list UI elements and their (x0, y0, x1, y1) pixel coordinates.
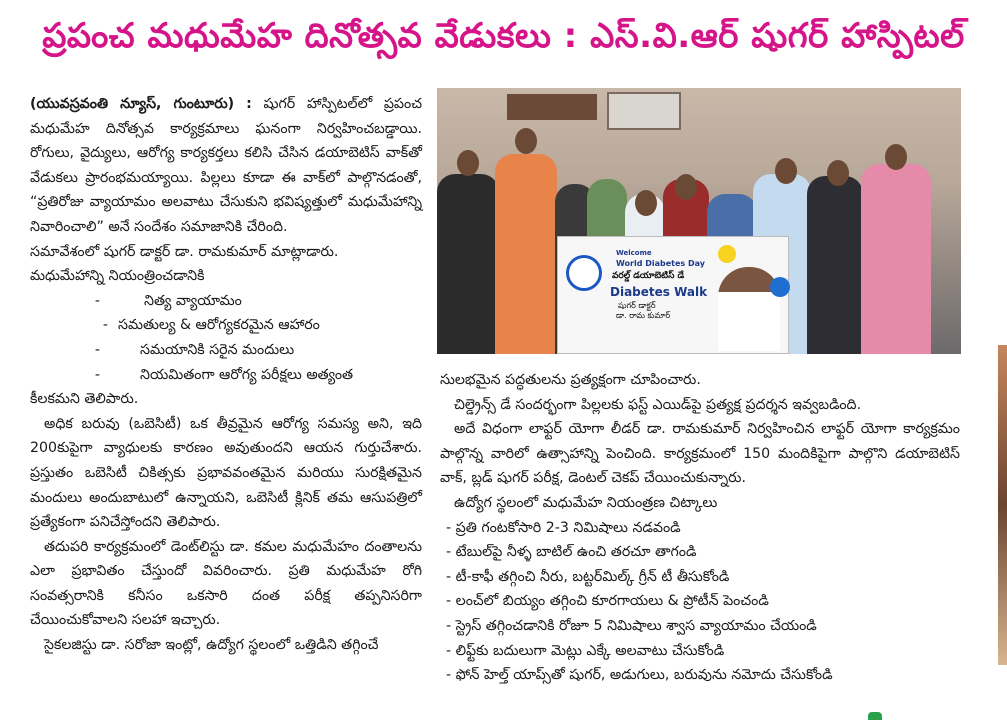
event-photo (437, 88, 961, 354)
list-item: - సమయానికి సరైన మందులు (94, 341, 295, 358)
bottom-mark (868, 712, 882, 720)
psychology-paragraph: సైకలజిస్టు డా. సరోజా ఇంట్లో, ఉద్యోగ స్థలంలో ఒత్తిడిని తగ్గించే (44, 637, 379, 654)
banner-line3: షుగర్ డాక్టర్ (618, 301, 656, 310)
window (607, 92, 681, 130)
wall-board (507, 94, 597, 120)
dental-paragraph: తదుపరి కార్యక్రమంలో డెంట్‌లిస్టు డా. కమల మధుమేహం దంతాలను ఎలా ప్రభావితం చేస్తుందో వివరించారు. ప్రతి మధుమేహ రోగి సంవత్సరానికి కనీసం ఒకసారి దంత పరీక్ష తప్పనిసరిగా చేయించుకోవాలని సలహా ఇచ్చారు. (30, 538, 422, 629)
tip-item: - స్ట్రెస్ తగ్గించడానికి రోజూ 5 నిమిషాలు శ్వాస వ్యాయామం చేయండి (446, 617, 817, 634)
banner-walk-title: Diabetes Walk (610, 285, 708, 299)
list-item: - నిత్య వ్యాయామం (94, 292, 242, 309)
tip-item: - లంచ్‌లో బియ్యం తగ్గించి కూరగాయలు & ప్రోటీన్ పెంచండి (446, 593, 769, 610)
methods-line: సులభమైన పద్ధతులను ప్రత్యక్షంగా చూపించారు. (440, 372, 701, 388)
tip-item: - ప్రతి గంటకోసారి 2-3 నిమిషాలు నడవండి (446, 519, 681, 536)
badge-icon (770, 277, 790, 297)
banner-line4: డా. రామ కుమార్ (616, 311, 671, 320)
tip-item: - టీ-కాఫీ తగ్గించి నీరు, బట్టర్‌మిల్క్ గ్రీన్ టీ తీసుకోండి (446, 568, 730, 585)
tip-item: - ఫోన్ హెల్త్ యాప్స్‌తో షుగర్, అడుగులు, బరువును నమోదు చేసుకోండి (446, 667, 833, 684)
list-tail: కీలకమని తెలిపారు. (30, 391, 139, 408)
laughter-paragraph: అదే విధంగా లాఫ్టర్ యోగా లీడర్ డా. రామకుమార్ నిర్వహించిన లాఫ్టర్ యోగా కార్యక్రమం పాల్గొన్న వారిలో ఉత్సాహాన్ని పెంచింది. కార్యక్రమంలో 150 మందికిపైగా పాల్గొని డయాబెటిస్ వాక్, బ్లడ్ షుగర్ పరీక్ష, డెంటల్ చెకప్ చేయించుకున్నారు. (440, 421, 960, 487)
children-paragraph: చిల్డ్రెన్స్ డే సందర్భంగా పిల్లలకు ఫస్ట్ ఎయిడ్‌పై ప్రత్యక్ష ప్రదర్శన ఇవ్వబడింది. (454, 396, 862, 413)
right-column (440, 368, 960, 688)
banner-welcome: Welcome (616, 249, 652, 257)
adjacent-photo-edge (998, 345, 1007, 665)
obesity-paragraph: అధిక బరువు (ఒబెసిటీ) ఒక తీవ్రమైన ఆరోగ్య సమస్య అని, ఇది 200కుపైగా వ్యాధులకు కారణం అవుతుందని ఆయన గుర్తుచేశారు. ప్రస్తుతం ఒబెసిటీ చికిత్సకు ప్రభావవంతమైన మరియు సురక్షితమైన మందులు అందుబాటులో ఉన్నాయని, ఒబెసిటీ క్లినిక్ తమ ఆసుపత్రిలో ప్రత్యేకంగా పనిచేస్తోందని తెలిపారు. (30, 415, 422, 531)
meeting-paragraph: సమావేశంలో షుగర్ డాక్టర్ డా. రామకుమార్ మాట్లాడారు. (30, 243, 339, 260)
tip-item: - టేబుల్‌పై నీళ్ళ బాటిల్ ఉంచి తరచూ తాగండి (446, 544, 697, 561)
control-intro: మధుమేహాన్ని నియంత్రించడానికి (30, 268, 205, 285)
intro-paragraph (30, 92, 422, 240)
left-column (30, 92, 422, 658)
diabetes-walk-banner (557, 236, 789, 354)
doctor-portrait (718, 267, 780, 351)
tips-heading: ఉద్యోగ స్థలంలో మధుమేహ నియంత్రణ చిట్కాలు (454, 494, 718, 511)
banner-event: World Diabetes Day (616, 259, 705, 268)
list-item: - సమతుల్య & ఆరోగ్యకరమైన ఆహారం (102, 317, 320, 334)
smiley-icon (718, 245, 736, 263)
byline: (యువస్రవంతి న్యూస్, గుంటూరు) : (30, 96, 252, 112)
list-item: - నియమితంగా ఆరోగ్య పరీక్షలు అత్యంత (94, 366, 354, 383)
intro-text: షుగర్ హాస్పిటల్‌లో ప్రపంచ మధుమేహ దినోత్సవ కార్యక్రమాలు ఘనంగా నిర్వహించబడ్డాయి. రోగులు, వైద్యులు, ఆరోగ్య కార్యకర్తలు కలిసి చేసిన డయాబెటిస్ వాక్‌తో వేడుకలు ప్రారంభమయ్యాయి. పిల్లలు కూడా ఈ వాక్‌లో పాల్గొనడంతో, “ప్రతిరోజు వ్యాయామం అలవాటు చేసుకుని భవిష్యత్తులో మధుమేహాన్ని నివారించాలి” అనే సందేశం సమాజానికి చేరింది. (30, 96, 422, 235)
banner-telugu-title: వరల్డ్ డయాబెటిస్ డే (612, 271, 685, 281)
tip-item: - లిఫ్ట్‌కు బదులుగా మెట్లు ఎక్కే అలవాటు చేసుకోండి (446, 642, 725, 659)
diabetes-day-logo-icon (566, 255, 602, 291)
article-headline: ప్రపంచ మధుమేహ దినోత్సవ వేడుకలు : ఎస్.వి.ఆర్ షుగర్ హాస్పిటల్ (42, 16, 965, 56)
